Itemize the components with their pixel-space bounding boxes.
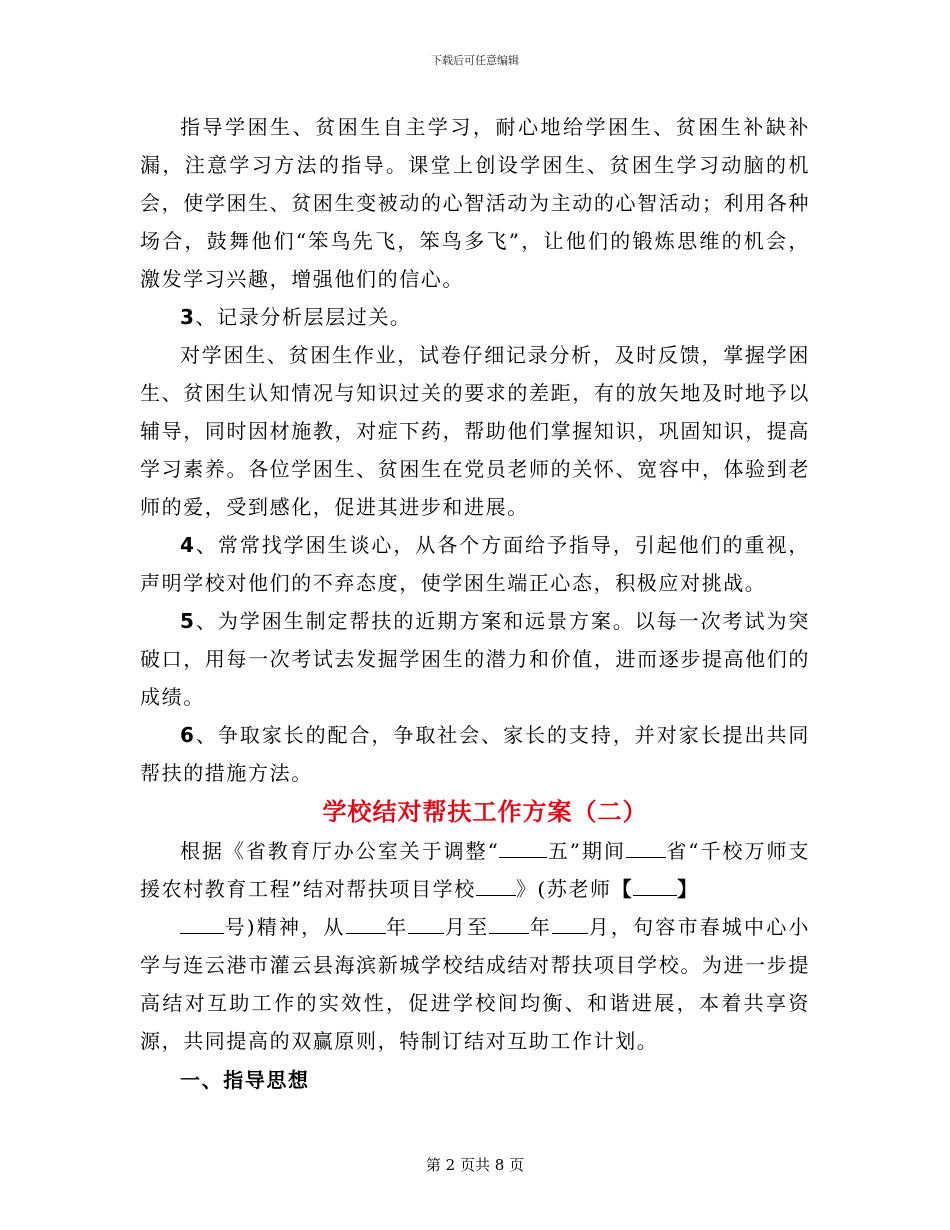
blank-field xyxy=(489,911,529,934)
basis2-text-c: 月至 xyxy=(444,915,490,939)
section-heading: 一、指导思想 xyxy=(180,1068,310,1092)
basis-text-c: 省“千校万师支援农村教育工程”结对帮扶项目学校 xyxy=(140,839,810,901)
paragraph-guidance: 指导学困生、贫困生自主学习，耐心地给学困生、贫困生补缺补漏，注意学习方法的指导。课堂上创设学困生、贫困生学习动脑的机会，使学困生、贫困生变被动的心智活动为主动的心智活动；利用各种场合，鼓舞他们“笨鸟先飞，笨鸟多飞”，让他们的锻炼思维的机会，激发学习兴趣，增强他们的信心。 xyxy=(140,115,810,291)
item-number: 5 xyxy=(180,609,196,633)
basis2-text-a: 号)精神，从 xyxy=(224,915,346,939)
basis-text-d: 》(苏老师 xyxy=(515,877,612,901)
page-header: 下载后可任意编辑 xyxy=(431,54,519,67)
item-text: 、争取家长的配合，争取社会、家长的支持，并对家长提出共同帮扶的措施方法。 xyxy=(140,723,810,785)
blank-field xyxy=(476,873,516,896)
document-body xyxy=(140,108,810,1100)
basis-text-a: 根据《省教育厅办公室关于调整“ xyxy=(180,839,500,863)
item-number: 4 xyxy=(180,533,196,557)
basis2-text-d: 年 xyxy=(529,915,553,939)
page-footer: 第 2 页共 8 页 xyxy=(425,1156,525,1174)
item-text: 、为学困生制定帮扶的近期方案和远景方案。以每一次考试为突破口，用每一次考试去发掘学困生的潜力和价值，进而逐步提高他们的成绩。 xyxy=(140,609,810,709)
basis2-text-e: 月，句容市春城中心小学与连云港市灌云县海滨新城学校结成结对帮扶项目学校。为进一步提高结对互助工作的实效性，促进学校间均衡、和谐进展，本着共享资源，共同提高的双赢原则，特制订结对互助工作计划。 xyxy=(140,915,810,1053)
blank-field xyxy=(499,835,547,858)
item-text: 、常常找学困生谈心，从各个方面给予指导，引起他们的重视，声明学校对他们的不弃态度，使学困生端正心态，积极应对挑战。 xyxy=(140,533,810,595)
blank-field xyxy=(633,873,677,896)
blank-field xyxy=(552,911,588,934)
item-text: 、记录分析层层过关。 xyxy=(195,305,412,329)
blank-field xyxy=(408,911,444,934)
list-item-3 xyxy=(140,298,810,336)
basis-text-b: 五”期间 xyxy=(547,839,626,863)
item-number: 3 xyxy=(180,305,196,329)
basis2-text-b: 年 xyxy=(385,915,409,939)
bracket-open: 【 xyxy=(611,877,634,901)
paragraph-basis xyxy=(140,832,810,908)
blank-field xyxy=(346,911,386,934)
bracket-close: 】 xyxy=(677,877,699,901)
blank-field xyxy=(626,835,666,858)
paragraph-basis-continued xyxy=(140,908,810,1060)
list-item-5 xyxy=(140,602,810,716)
section-title: 学校结对帮扶工作方案（二） xyxy=(322,797,648,826)
list-item-6 xyxy=(140,716,810,792)
blank-field xyxy=(180,911,224,934)
item-number: 6 xyxy=(180,723,196,747)
list-item-4 xyxy=(140,526,810,602)
paragraph-analysis: 对学困生、贫困生作业，试卷仔细记录分析，及时反馈，掌握学困生、贫困生认知情况与知识过关的要求的差距，有的放矢地及时地予以辅导，同时因材施教，对症下药，帮助他们掌握知识，巩固知识，提高学习素养。各位学困生、贫困生在党员老师的关怀、宽容中，体验到老师的爱，受到感化，促进其进步和进展。 xyxy=(140,343,810,519)
